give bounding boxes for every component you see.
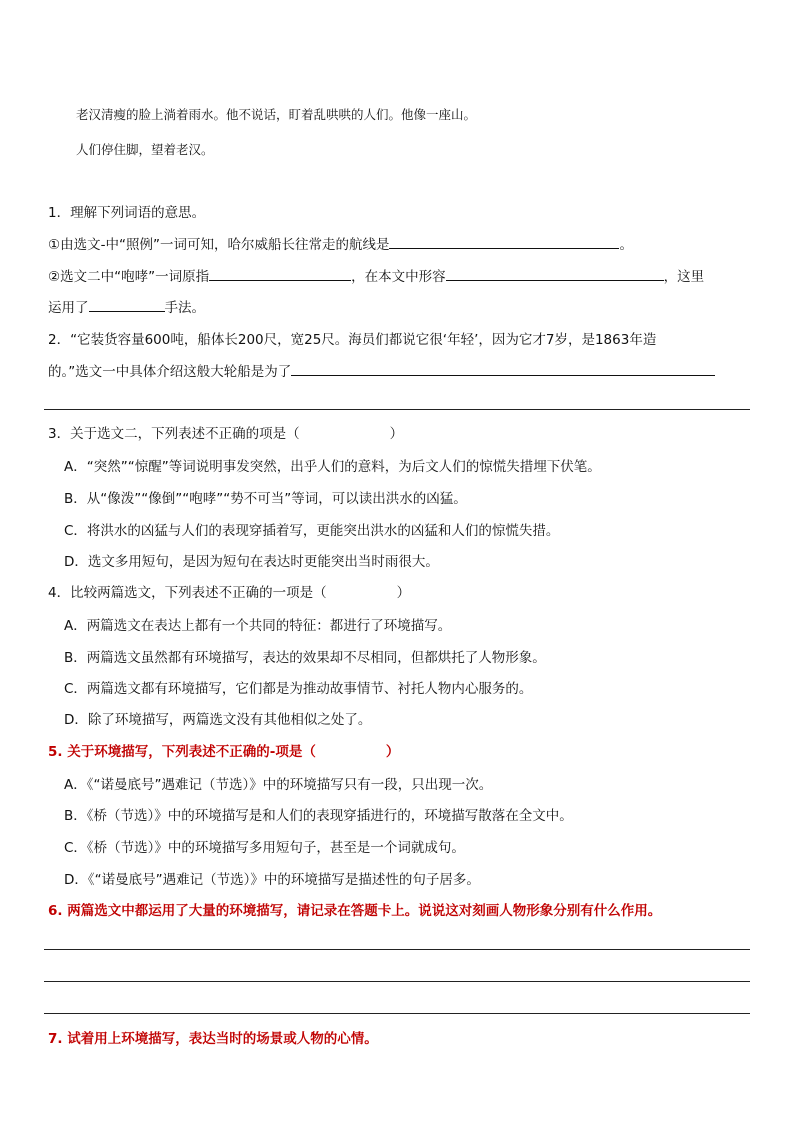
question-1-c bbox=[48, 297, 205, 318]
q1b-blank-2[interactable] bbox=[446, 266, 664, 281]
question-1-stem: 1．理解下列词语的意思。 bbox=[48, 205, 206, 221]
question-5-stem bbox=[48, 742, 399, 762]
q4-option-d: D．除了环境描写，两篇选文没有其他相似之处了。 bbox=[64, 712, 372, 728]
q1a-blank[interactable] bbox=[389, 234, 619, 249]
q5-option-c: C．《桥（节选）》中的环境描写多用短句子，甚至是一个词就成句。 bbox=[64, 840, 465, 856]
q4-option-b: B．两篇选文虽然都有环境描写，表达的效果却不尽相同，但都烘托了人物形象。 bbox=[64, 650, 546, 666]
q1b-mid: ，在本文中形容 bbox=[351, 269, 446, 285]
answer-line-q2[interactable] bbox=[44, 409, 750, 410]
q2-text: 的。”选文一中具体介绍这般大轮船是为了 bbox=[48, 364, 292, 380]
q5-option-b: B．《桥（节选）》中的环境描写是和人们的表现穿插进行的，环境描写散落在全文中。 bbox=[64, 808, 573, 824]
q4-option-c: C．两篇选文都有环境描写，它们都是为推动故事情节、衬托人物内心服务的。 bbox=[64, 681, 533, 697]
question-2-line-1: 2．“它装货容量600吨，船体长200尺，宽25尺。海员们都说它很‘年轻’，因为它才7岁，是1863年造 bbox=[48, 332, 657, 348]
question-2-line-2 bbox=[48, 361, 715, 382]
q1a-prefix: ①由选文-中“照例”一词可知，哈尔威船长往常走的航线是 bbox=[48, 237, 390, 253]
q1c-blank[interactable] bbox=[89, 297, 165, 312]
question-3-stem bbox=[48, 424, 403, 444]
q1c-suffix: 手法。 bbox=[164, 300, 205, 316]
q4-stem-text: 4．比较两篇选文，下列表述不正确的一项是（ bbox=[48, 585, 327, 601]
question-1-b bbox=[48, 266, 704, 287]
q3-option-b: B．从“像泼”“像倒”“咆哮”“势不可当”等词，可以读出洪水的凶猛。 bbox=[64, 491, 467, 507]
q5-option-d: D．《“诺曼底号”遇难记（节选）》中的环境描写是描述性的句子居多。 bbox=[64, 872, 480, 888]
q4-stem-close: ） bbox=[396, 585, 411, 601]
answer-line-q6-1[interactable] bbox=[44, 949, 750, 950]
question-1-a bbox=[48, 234, 633, 255]
question-7-stem: 7. 试着用上环境描写，表达当时的场景或人物的心情。 bbox=[48, 1031, 378, 1047]
q5-stem-close: ） bbox=[385, 744, 400, 760]
q3-option-a: A．“突然”“惊醒”等词说明事发突然，出乎人们的意料，为后文人们的惊慌失措埋下伏笔。 bbox=[64, 459, 601, 475]
q5-option-a: A．《“诺曼底号”遇难记（节选）》中的环境描写只有一段，只出现一次。 bbox=[64, 777, 493, 793]
q3-stem-text: 3．关于选文二，下列表述不正确的项是（ bbox=[48, 426, 300, 442]
q1b-prefix: ②选文二中“咆哮”一词原指 bbox=[48, 269, 210, 285]
q1b-blank-1[interactable] bbox=[209, 266, 351, 281]
passage-line-1: 老汉清瘦的脸上淌着雨水。他不说话，盯着乱哄哄的人们。他像一座山。 bbox=[76, 107, 477, 122]
q1a-suffix: 。 bbox=[619, 237, 633, 253]
q1c-prefix: 运用了 bbox=[48, 300, 89, 316]
answer-line-q6-3[interactable] bbox=[44, 1013, 750, 1014]
q3-option-d: D．选文多用短句，是因为短句在表达时更能突出当时雨很大。 bbox=[64, 554, 439, 570]
q3-option-c: C．将洪水的凶猛与人们的表现穿插着写，更能突出洪水的凶猛和人们的惊慌失措。 bbox=[64, 523, 560, 539]
question-6-stem: 6. 两篇选文中都运用了大量的环境描写，请记录在答题卡上。说说这对刻画人物形象分别有什么作用。 bbox=[48, 903, 662, 919]
answer-line-q6-2[interactable] bbox=[44, 981, 750, 982]
q4-option-a: A．两篇选文在表达上都有一个共同的特征：都进行了环境描写。 bbox=[64, 618, 452, 634]
passage-line-2: 人们停住脚，望着老汉。 bbox=[76, 142, 214, 157]
q1b-suffix: ，这里 bbox=[663, 269, 705, 285]
q2-blank[interactable] bbox=[291, 361, 715, 376]
q3-stem-close: ） bbox=[389, 426, 404, 442]
q5-stem-text: 5. 关于环境描写，下列表述不正确的-项是（ bbox=[48, 744, 316, 760]
question-4-stem bbox=[48, 583, 410, 603]
